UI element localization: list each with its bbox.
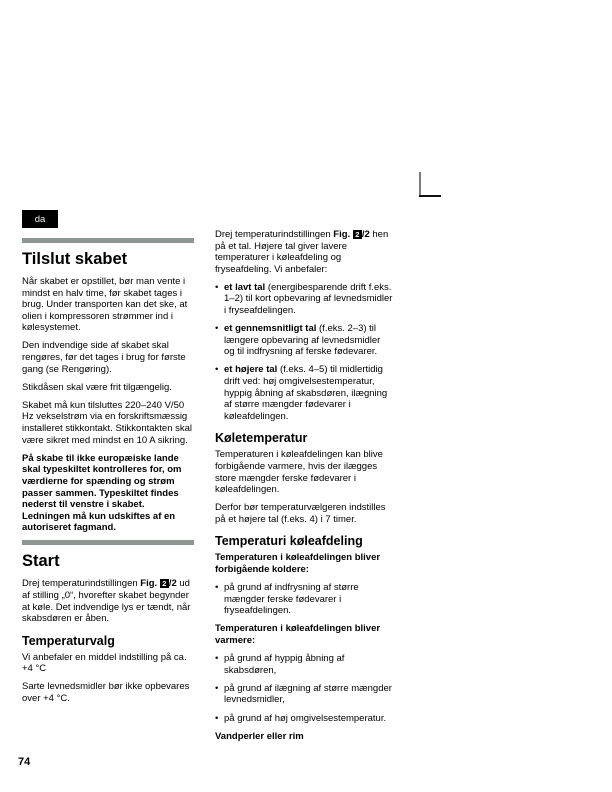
figure-number-badge: 2 xyxy=(160,579,169,588)
figure-ref-suffix: /2 xyxy=(361,229,370,240)
bullet-text: et lavt tal (energibesparende drift f.eks. 1–2) til kort opbevaring af levnedsmidler i fryseafdelingen. xyxy=(224,281,393,317)
paragraph: Sarte levnedsmidler bør ikke opbevares over +4 °C. xyxy=(22,681,190,705)
figure-ref-label: Fig. xyxy=(333,229,353,240)
section-rule xyxy=(22,540,194,545)
bullet-item xyxy=(215,282,393,317)
paragraph: Temperaturen i køleafdelingen bliver forbigående koldere: xyxy=(215,552,381,576)
bullet-text: på grund af hyppig åbning af skabsdøren, xyxy=(224,653,345,676)
bullet-item xyxy=(215,683,393,706)
section-rule xyxy=(22,238,194,243)
paragraph: Vi anbefaler en middel indstilling på ca. +4 °C xyxy=(22,651,187,675)
bullet-icon: • xyxy=(215,364,219,376)
bullet-item xyxy=(215,713,393,725)
bullet-item xyxy=(215,364,393,422)
bullet-text: et gennemsnitligt tal (f.eks. 2–3) til længere opbevaring af levnedsmidler og til indfrysning af ferske fødevarer. xyxy=(224,323,381,358)
paragraph: Derfor bør temperaturvælgeren indstilles på et højere tal (f.eks. 4) i 7 timer. xyxy=(215,502,386,525)
paragraph: Når skabet er opstillet, bør man vente i mindst en halv time, før skabet tages i brug. Under transporten kan det ske, at olien i kompressoren strømmer ind i kølesystemet. xyxy=(22,276,188,334)
crop-mark-vertical-icon xyxy=(419,172,421,197)
bullet-icon: • xyxy=(215,653,219,665)
bullet-item xyxy=(215,323,393,358)
left-column xyxy=(22,238,194,711)
figure-ref-suffix: /2 xyxy=(168,578,177,590)
page-number: 74 xyxy=(18,756,31,768)
bullet-text: på grund af indfrysning af større mængder ferske fødevarer i fryseafdelingen. xyxy=(224,582,359,617)
bullet-text: et højere tal (f.eks. 4–5) til midlertidig drift ved: høj omgivelsestemperatur, hyppig åbning af skabsdøren, ilægning af større mængder fødevarer i køleafdelingen. xyxy=(224,364,388,422)
bullet-icon: • xyxy=(215,281,219,293)
bullet-item xyxy=(215,582,393,617)
bullet-icon: • xyxy=(215,323,219,335)
language-badge: da xyxy=(22,210,58,228)
bullet-text: på grund af høj omgivelsestemperatur. xyxy=(224,712,387,724)
bullet-icon: • xyxy=(215,712,219,724)
subsection-heading: Køletemperatur xyxy=(215,431,308,446)
crop-mark-horizontal-icon xyxy=(419,195,441,197)
bullet-icon: • xyxy=(215,582,219,594)
subsection-heading: Temperaturvalg xyxy=(22,633,115,648)
paragraph: Temperaturen i køleafdelingen kan blive forbigående varmere, hvis der ilægges store mængder ferske fødevarer i køleafdelingen. xyxy=(215,449,383,496)
bullet-item xyxy=(215,653,393,676)
right-column xyxy=(215,229,393,749)
paragraph: Vandperler eller rim xyxy=(215,730,304,742)
bullet-text: på grund af ilægning af større mængder levnedsmidler, xyxy=(224,682,392,706)
paragraph: På skabe til ikke europæiske lande skal typeskiltet kontrolleres for, om værdierne for spænding og strøm passer sammen. Typeskiltet findes nederst til venstre i skabet. Ledningen må kun udskiftes af en autoriseret fagmand. xyxy=(22,452,182,534)
bullet-icon: • xyxy=(215,682,219,694)
paragraph-with-figure-ref: Drej temperaturindstillingen Fig. 2 /2 hen på et tal. Højere tal giver lavere temperaturer i køleafdeling og fryseafdeling. Vi anbefaler: xyxy=(215,229,389,275)
figure-number-badge: 2 xyxy=(353,230,362,239)
subsection-heading: Temperaturi køleafdeling xyxy=(215,534,363,549)
figure-ref-label: Fig. xyxy=(140,578,160,590)
paragraph: Temperaturen i køleafdelingen bliver varmere: xyxy=(215,623,381,647)
paragraph: Den indvendige side af skabet skal rengøres, før det tages i brug for første gang (se Rengøring). xyxy=(22,340,186,375)
section-heading: Start xyxy=(22,552,60,571)
paragraph-with-figure-ref: Drej temperaturindstillingen Fig. 2 /2 ud af stilling „0“, hvorefter skabet begynder at køle. Det indvendige lys er tændt, når skabsdøren er åben. xyxy=(22,578,191,625)
section-heading: Tilslut skabet xyxy=(22,250,128,268)
paragraph: Stikdåsen skal være frit tilgængelig. xyxy=(22,381,172,393)
paragraph: Skabet må kun tilsluttes 220–240 V/50 Hz vekselstrøm via en forskriftsmæssig installeret stikkontakt. Stikkontakten skal være sikret med mindst en 10 A sikring. xyxy=(22,399,193,446)
